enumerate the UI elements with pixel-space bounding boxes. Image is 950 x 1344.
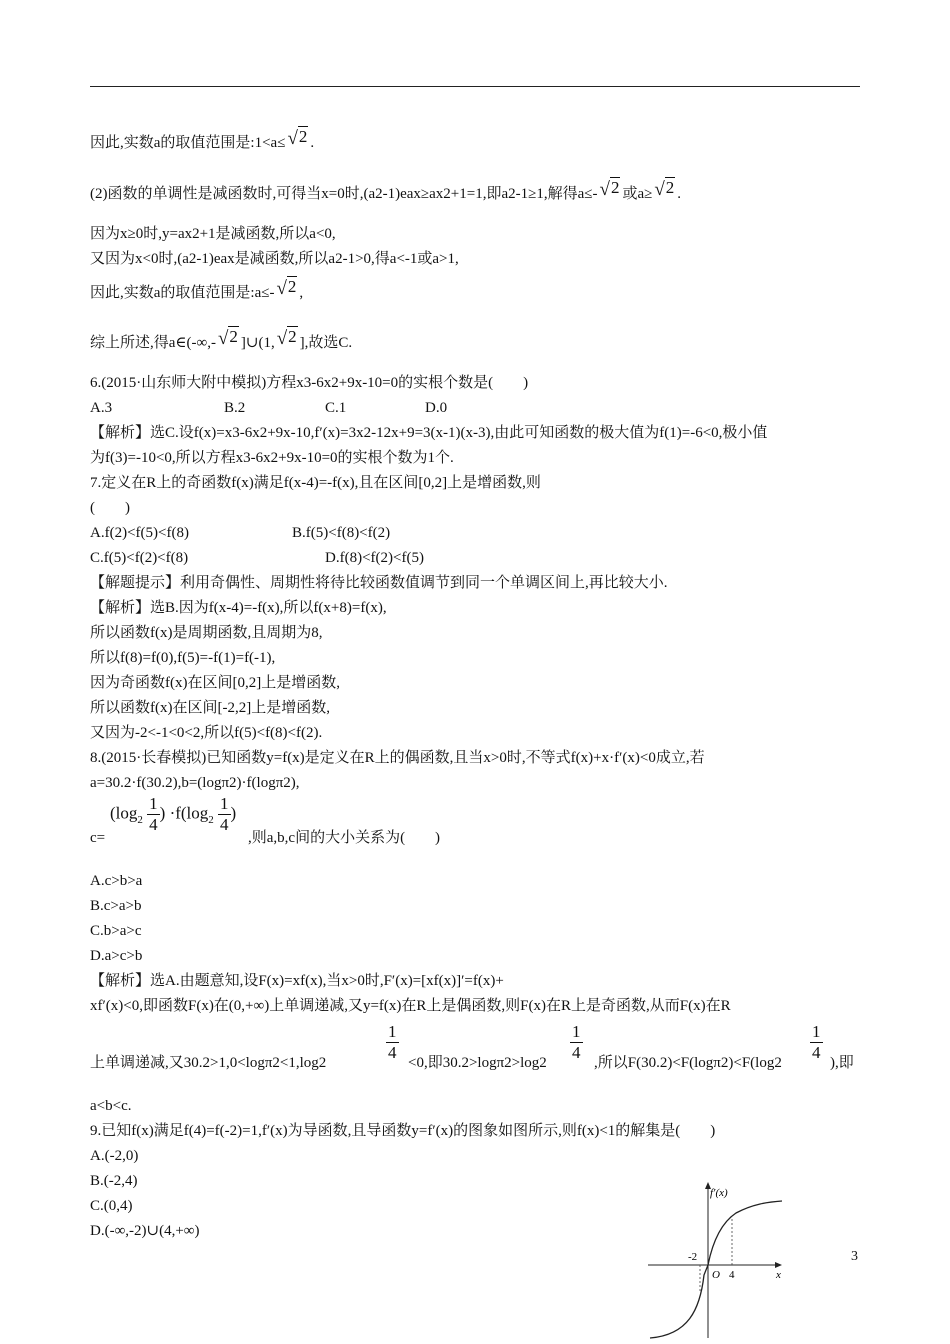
solution-line: xf′(x)<0,即函数F(x)在(0,+∞)上单调递减,又y=f(x)在R上是偶函数,则F(x)在R上是奇函数,从而F(x)在R [90, 998, 731, 1014]
hint-line: 【解题提示】利用奇偶性、周期性将待比较函数值调节到同一个单调区间上,再比较大小. [90, 575, 668, 591]
option-c: C.b>a>c [90, 923, 142, 939]
solution-line-a: 上单调递减,又30.2>1,0<logπ2<1,log2 [90, 1055, 327, 1071]
option-d: D.a>c>b [90, 948, 143, 964]
option-d: D.f(8)<f(2)<f(5) [325, 550, 424, 566]
answer-paren: ( ) [90, 500, 130, 516]
tick-label-pos: 4 [729, 1269, 735, 1281]
question-8-tail: ,则a,b,c间的大小关系为( ) [248, 830, 441, 846]
fraction: $\frac{1}{4}$ [812, 1022, 821, 1062]
x-axis-label: x [776, 1269, 781, 1281]
question-8: 8.(2015·长春模拟)已知函数y=f(x)是定义在R上的偶函数,且当x>0时,不等式f(x)+x·f′(x)<0成立,若 [90, 750, 705, 766]
text-line: (2)函数的单调性是减函数时,可得当x=0时,(a2-1)eax≥ax2+1=1,即a2-1≥1,解得a≤- √2 或a≥ √2 . [90, 178, 682, 202]
solution-line: 【解析】选A.由题意知,设F(x)=xf(x),当x>0时,F′(x)=[xf(x)]′=f(x)+ [90, 973, 504, 989]
question-9: 9.已知f(x)满足f(4)=f(-2)=1,f′(x)为导函数,且导函数y=f′(x)的图象如图所示,则f(x)<1的解集是( ) [90, 1123, 716, 1139]
fraction: $\frac{1}{4}$ [220, 794, 229, 834]
option-b: B.f(5)<f(8)<f(2) [292, 525, 391, 541]
fraction: $\frac{1}{4}$ [572, 1022, 581, 1062]
x-axis-arrow [775, 1262, 782, 1268]
text-line: 又因为x<0时,(a2-1)eax是减函数,所以a2-1>0,得a<-1或a>1, [90, 251, 459, 267]
c-expression: ($\log_2$ $\frac{1}{4}$ ) $\cdot f(\log_2$ $\frac{1}{4}$ ) [110, 794, 237, 834]
option-b: B.2 [224, 400, 246, 416]
question-7: 7.定义在R上的奇函数f(x)满足f(x-4)=-f(x),且在区间[0,2]上是增函数,则 [90, 475, 541, 491]
sqrt-expression: √2 [654, 178, 675, 200]
solution-line: 所以函数f(x)是周期函数,且周期为8, [90, 625, 323, 641]
c-label: c= [90, 830, 106, 846]
text-line: 因此,实数a的取值范围是:1<a≤ √2 . [90, 127, 315, 151]
option-a: A.c>b>a [90, 873, 143, 889]
question-8-line: a=30.2·f(30.2),b=(logπ2)·f(logπ2), [90, 775, 300, 791]
question-6: 6.(2015·山东师大附中模拟)方程x3-6x2+9x-10=0的实根个数是( ) [90, 375, 529, 391]
y-axis-label: f′(x) [710, 1187, 728, 1199]
text-line: 综上所述,得a∈(-∞,- √2 ]∪(1, √2 ],故选C. [90, 327, 353, 351]
tick-label-neg: -2 [688, 1251, 698, 1263]
option-a: A.3 [90, 400, 113, 416]
solution-line-d: ),即 [830, 1055, 854, 1071]
fraction: $\frac{1}{4}$ [388, 1022, 397, 1062]
option-a: A.f(2)<f(5)<f(8) [90, 525, 189, 541]
solution-line: 【解析】选C.设f(x)=x3-6x2+9x-10,f′(x)=3x2-12x+9=3(x-1)(x-3),由此可知函数的极大值为f(1)=-6<0,极小值 [90, 425, 768, 441]
fraction: $\frac{1}{4}$ [149, 794, 158, 834]
solution-line: 因为奇函数f(x)在区间[0,2]上是增函数, [90, 675, 340, 691]
header-rule [90, 86, 860, 87]
solution-line: 所以函数f(x)在区间[-2,2]上是增函数, [90, 700, 330, 716]
option-a: A.(-2,0) [90, 1148, 139, 1164]
option-b: B.c>a>b [90, 898, 142, 914]
option-d: D.(-∞,-2)∪(4,+∞) [90, 1223, 200, 1239]
solution-line: 又因为-2<-1<0<2,所以f(5)<f(8)<f(2). [90, 725, 323, 741]
option-c: C.f(5)<f(2)<f(8) [90, 550, 189, 566]
option-b: B.(-2,4) [90, 1173, 138, 1189]
text-line: 因此,实数a的取值范围是:a≤- √2 , [90, 277, 304, 301]
solution-line: 所以f(8)=f(0),f(5)=-f(1)=f(-1), [90, 650, 276, 666]
solution-line: 为f(3)=-10<0,所以方程x3-6x2+9x-10=0的实根个数为1个. [90, 450, 454, 466]
page-number: 3 [851, 1249, 858, 1264]
sqrt-expression: √2 [276, 327, 297, 349]
sqrt-expression: √2 [287, 127, 308, 149]
solution-line: 【解析】选B.因为f(x-4)=-f(x),所以f(x+8)=f(x), [90, 600, 387, 616]
option-d: D.0 [425, 400, 448, 416]
derivative-graph [648, 1180, 798, 1340]
sqrt-expression: √2 [276, 277, 297, 299]
sqrt-expression: √2 [217, 327, 238, 349]
text-line: 因为x≥0时,y=ax2+1是减函数,所以a<0, [90, 226, 336, 242]
option-c: C.1 [325, 400, 347, 416]
solution-line: a<b<c. [90, 1098, 132, 1114]
origin-label: O [712, 1269, 720, 1281]
solution-line-c: ,所以F(30.2)<F(logπ2)<F(log2 [594, 1055, 782, 1071]
sqrt-expression: √2 [599, 178, 620, 200]
solution-line-b: <0,即30.2>logπ2>log2 [408, 1055, 547, 1071]
option-c: C.(0,4) [90, 1198, 133, 1214]
